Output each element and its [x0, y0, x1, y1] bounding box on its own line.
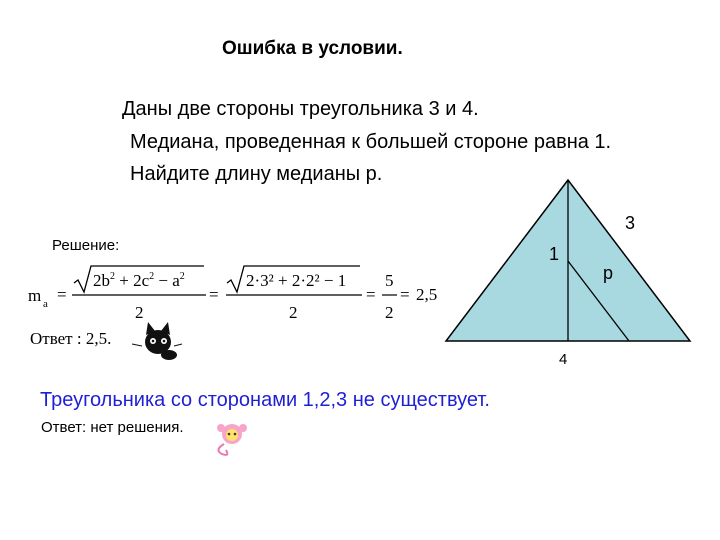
formula-sub-a: a — [43, 298, 48, 310]
formula-eq-2: = — [209, 285, 219, 304]
formula-eq-1: = — [57, 285, 67, 304]
label-median-1: 1 — [549, 244, 560, 264]
formula-m: m — [28, 286, 42, 305]
formula-step2-denominator: 2 — [289, 303, 298, 322]
formula-step1-numerator: $2b^2 + 2c^2 - a^2$ — [93, 271, 185, 290]
condition-line-2: Медиана, проведенная к большей стороне равна 1. — [130, 131, 612, 153]
condition-line-3: Найдите длину медианы р. — [130, 163, 383, 185]
formula-step2-numerator: 2·3² + 2·2² − 1 — [246, 271, 347, 290]
formula-result: 2,5 — [416, 285, 438, 304]
triangle-diagram — [446, 180, 690, 368]
slide-title: Ошибка в условии. — [222, 38, 403, 59]
formula-eq-4: = — [400, 285, 410, 304]
formula-step1-denominator: 2 — [135, 303, 144, 322]
conclusion-text: Треугольника со сторонами 1,2,3 не существует. — [40, 389, 490, 411]
pink-monkey-icon — [217, 424, 247, 455]
solution-label: Решение: — [52, 237, 120, 254]
condition-line-1: Даны две стороны треугольника 3 и 4. — [122, 98, 479, 120]
label-base-4: 4 — [559, 351, 568, 368]
formula-step3-numerator: 5 — [385, 271, 394, 290]
label-median-p: p — [603, 263, 614, 283]
label-side-3: 3 — [625, 213, 636, 233]
formula-step3-denominator: 2 — [385, 303, 394, 322]
black-cat-icon — [132, 322, 182, 360]
final-answer: Ответ: нет решения. — [41, 419, 184, 436]
formula-eq-3: = — [366, 285, 376, 304]
solution-answer: Ответ : 2,5. — [30, 329, 112, 348]
